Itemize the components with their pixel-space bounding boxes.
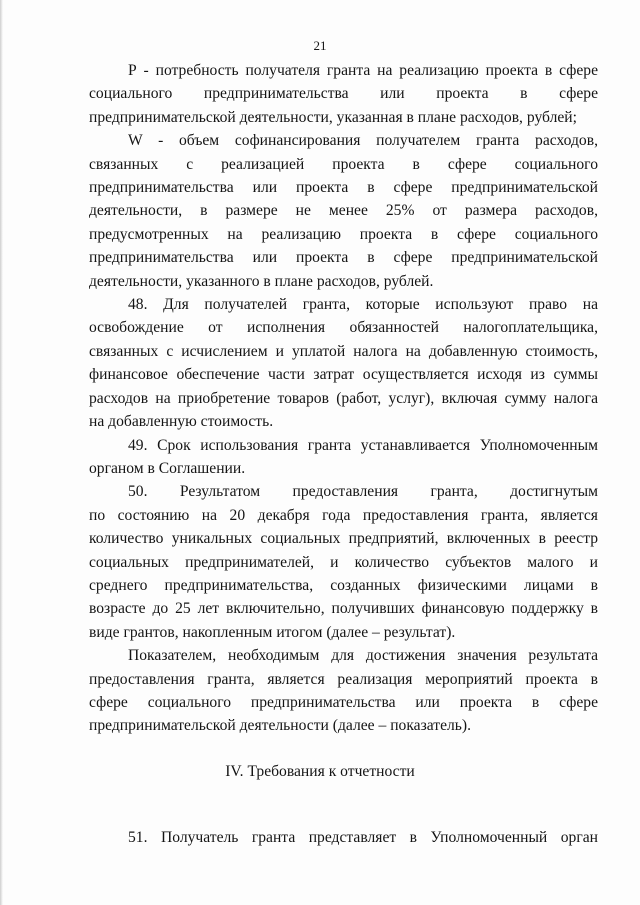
paragraph-item-48 [89,293,598,433]
text-line: предпринимательской деятельности, указанная в плане расходов, рублей; [89,108,577,126]
paragraph-item-50 [89,480,598,644]
page-number: 21 [313,38,327,53]
document-body [89,59,598,738]
text-line: 50. Результатом предоставления гранта, достигнутым [128,483,598,501]
text-line: 51. Получатель гранта представляет в Уполномоченный орган [128,829,598,846]
text-line: по состоянию на 20 декабря года предоставления гранта, является [89,506,598,524]
text-line: предпринимательской деятельности (далее – показатель). [89,717,471,735]
text-line: количество уникальных социальных предприятий, включенных в реестр [89,530,598,548]
text-line: возрасте до 25 лет включительно, получивших финансовую поддержку в [89,600,598,618]
text-line: финансовое обеспечение части затрат осуществляется исходя из суммы [89,366,598,384]
text-line: социального предпринимательства или проекта в сфере [89,85,598,103]
text-line: 48. Для получателей гранта, которые используют право на [128,296,598,314]
text-line: органом в Соглашении. [89,459,246,477]
text-line: на добавленную стоимость. [89,413,274,431]
text-line: предоставления гранта, является реализация мероприятий проекта в [89,670,598,688]
text-line: сфере социального предпринимательства или проекта в сфере [89,693,598,711]
text-line: связанных с исчислением и уплатой налога на добавленную стоимость, [89,342,598,360]
paragraph-indicator [89,644,598,738]
text-line: деятельности, указанного в плане расходов, рублей. [89,272,434,290]
text-line: социальных предпринимателей, и количество субъектов малого и [89,553,598,571]
paragraph-item-51 [89,826,598,849]
text-line: предусмотренных на реализацию проекта в сфере социального [89,225,598,243]
text-line: среднего предпринимательства, созданных физическими лицами в [89,576,598,594]
text-line: виде грантов, накопленным итогом (далее – результат). [89,623,456,641]
text-line: связанных с реализацией проекта в сфере социального [89,155,598,173]
section-heading: IV. Требования к отчетности [225,763,415,780]
text-line: освобождение от исполнения обязанностей налогоплательщика, [89,319,598,337]
text-line: предпринимательства или проекта в сфере предпринимательской [89,249,598,267]
paragraph-p-definition [89,59,598,129]
text-line: деятельности, в размере не менее 25% от размера расходов, [89,202,598,220]
text-line: W - объем софинансирования получателем гранта расходов, [128,132,598,150]
text-line: предпринимательства или проекта в сфере предпринимательской [89,179,598,197]
text-line: Показателем, необходимым для достижения значения результата [128,647,598,665]
text-line: Р - потребность получателя гранта на реализацию проекта в сфере [128,62,598,79]
text-line: 49. Срок использования гранта устанавливается Уполномоченным [128,436,598,454]
text-line: расходов на приобретение товаров (работ, услуг), включая сумму налога [89,389,598,407]
paragraph-w-definition [89,129,598,293]
paragraph-item-49 [89,434,598,481]
